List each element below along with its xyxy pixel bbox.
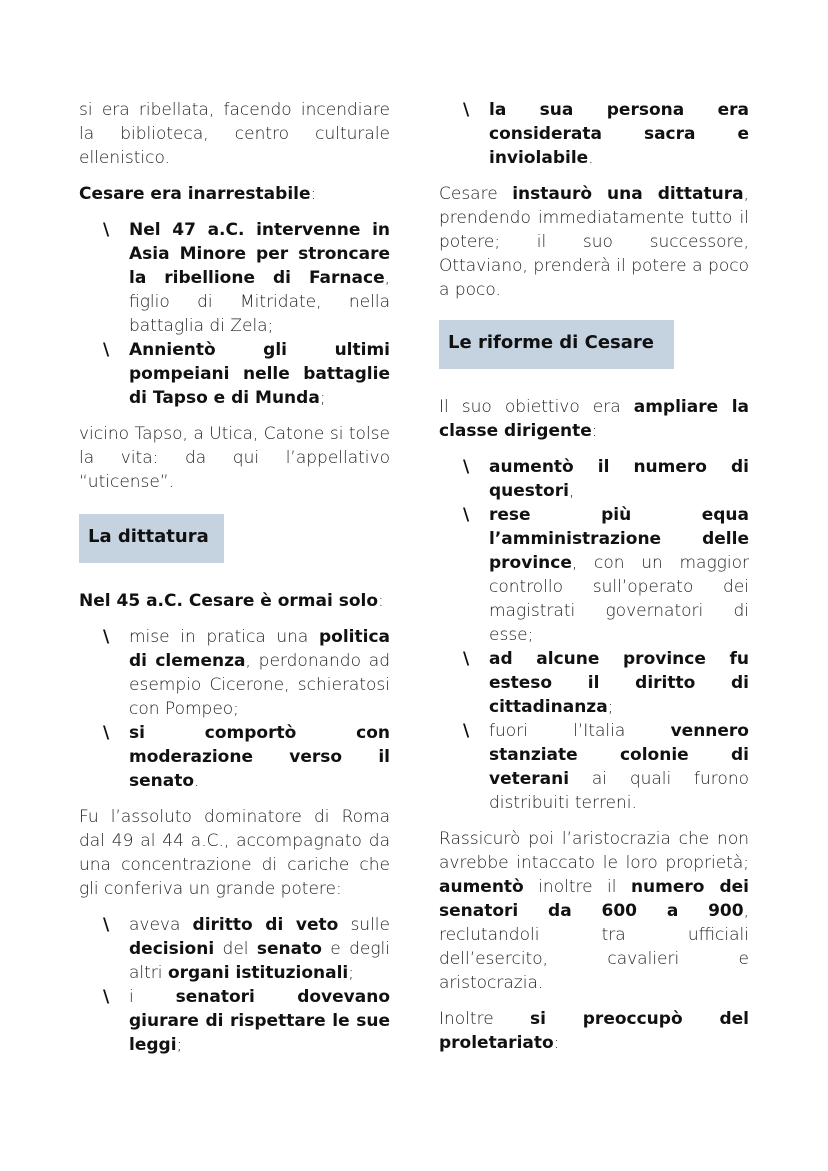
bullet-icon: \ xyxy=(463,457,470,477)
bullet-list xyxy=(439,98,749,170)
list-item xyxy=(79,913,390,985)
text-run: Cesare xyxy=(439,184,513,204)
bold-text: senatori dovevano giurare di rispettare le sue leggi xyxy=(129,987,390,1055)
bold-text: numero dei senatori da 600 a 900 xyxy=(439,877,749,921)
text-run: , figlio di Mitridate, nella battaglia di Zela; xyxy=(129,268,390,336)
text-run: , perdonando ad esempio Cicerone, schieratosi con Pompeo; xyxy=(129,651,390,719)
bold-text: Annientò gli ultimi pompeiani nelle battaglie di Tapso e di Munda xyxy=(129,340,390,408)
text-run: aveva xyxy=(129,915,193,935)
text-run: i xyxy=(129,987,176,1007)
text-run: , reclutandoli tra ufficiali dell’esercito, cavalieri e aristocrazia. xyxy=(439,901,749,993)
list-item xyxy=(79,218,390,338)
bold-text: ad alcune province fu esteso il diritto di cittadinanza xyxy=(489,649,749,717)
text-run: ; xyxy=(319,388,326,408)
paragraph xyxy=(79,98,390,170)
bold-text: Nel 45 a.C. Cesare è ormai solo xyxy=(79,591,379,611)
bold-text: organi istituzionali xyxy=(167,963,349,983)
list-item xyxy=(79,721,390,793)
bold-text: si comportò con moderazione verso il senato xyxy=(129,723,390,791)
text-run: e degli altri xyxy=(129,939,390,983)
text-run: : xyxy=(553,1033,560,1053)
bullet-icon: \ xyxy=(463,505,470,525)
list-item xyxy=(439,503,749,647)
text-run: ; xyxy=(348,963,354,983)
bold-text: Cesare era inarrestabile xyxy=(79,184,311,204)
list-item xyxy=(439,719,749,815)
bullet-list xyxy=(79,218,390,410)
paragraph xyxy=(439,395,749,443)
bold-text: diritto di veto xyxy=(192,915,339,935)
text-run: del xyxy=(214,939,257,959)
text-run: mise in pratica una xyxy=(129,627,319,647)
text-run: , prendendo immediatamente tutto il potere; il suo successore, Ottaviano, prenderà il potere a poco a poco. xyxy=(439,184,749,300)
text-run: Inoltre xyxy=(439,1009,530,1029)
left-column xyxy=(79,98,390,1069)
paragraph xyxy=(79,589,390,613)
text-run: : xyxy=(378,591,384,611)
paragraph xyxy=(79,805,390,901)
bullet-icon: \ xyxy=(103,915,110,935)
text-run: Fu l’assoluto dominatore di Roma dal 49 al 44 a.C., accompagnato da una concentrazione di cariche che gli conferiva un grande potere: xyxy=(79,807,390,899)
bullet-list xyxy=(79,913,390,1057)
bold-text: Nel 47 a.C. intervenne in Asia Minore per stroncare la ribellione di Farnace xyxy=(129,220,390,288)
bullet-icon: \ xyxy=(103,340,110,360)
bold-text: si preoccupò del proletariato xyxy=(439,1009,749,1053)
list-item xyxy=(79,985,390,1057)
text-run: fuori l’Italia xyxy=(489,721,671,741)
bullet-icon: \ xyxy=(103,723,110,743)
text-run: : xyxy=(591,421,598,441)
paragraph xyxy=(79,422,390,494)
text-run: inoltre il xyxy=(523,877,631,897)
text-run: ; xyxy=(176,1035,183,1055)
paragraph xyxy=(439,182,749,302)
text-run: : xyxy=(310,184,317,204)
text-run: ai quali furono distribuiti terreni. xyxy=(489,769,749,813)
text-run: , xyxy=(568,481,575,501)
paragraph xyxy=(439,827,749,995)
bullet-list xyxy=(439,455,749,815)
text-run: . xyxy=(194,771,200,791)
bold-text: aumentò xyxy=(439,877,524,897)
bold-text: decisioni xyxy=(129,939,215,959)
text-run: ; xyxy=(607,697,614,717)
text-run: . xyxy=(588,148,594,168)
bullet-icon: \ xyxy=(103,987,110,1007)
bullet-icon: \ xyxy=(103,220,110,240)
paragraph xyxy=(439,1007,749,1055)
bold-text: aumentò il numero di questori xyxy=(489,457,749,501)
list-item xyxy=(439,455,749,503)
bullet-list xyxy=(79,625,390,793)
text-run: sulle xyxy=(338,915,390,935)
bold-text: vennero stanziate colonie di veterani xyxy=(489,721,749,789)
list-item xyxy=(79,625,390,721)
right-column xyxy=(439,98,749,1067)
text-run: , con un maggior controllo sull’operato dei magistrati governatori di esse; xyxy=(489,553,749,645)
text-run: vicino Tapso, a Utica, Catone si tolse la vita: da qui l’appellativo “uticense”. xyxy=(79,424,390,492)
bold-text: instaurò una dittatura xyxy=(512,184,744,204)
bold-text: senato xyxy=(256,939,322,959)
paragraph xyxy=(79,182,390,206)
section-heading-dittatura: La dittatura xyxy=(79,514,224,563)
text-run: Il suo obiettivo era xyxy=(439,397,634,417)
bold-text: politica di clemenza xyxy=(129,627,390,671)
text-run: si era ribellata, facendo incendiare la biblioteca, centro culturale ellenistico. xyxy=(79,100,390,168)
bold-text: la sua persona era considerata sacra e inviolabile xyxy=(489,100,749,168)
text-run: Rassicurò poi l’aristocrazia che non avrebbe intaccato le loro proprietà; xyxy=(439,829,749,873)
bold-text: rese più equa l’amministrazione delle province xyxy=(489,505,749,573)
list-item xyxy=(439,98,749,170)
bullet-icon: \ xyxy=(463,100,470,120)
bullet-icon: \ xyxy=(463,649,470,669)
bold-text: ampliare la classe dirigente xyxy=(439,397,749,441)
section-heading-riforme: Le riforme di Cesare xyxy=(439,320,674,369)
list-item xyxy=(439,647,749,719)
bullet-icon: \ xyxy=(463,721,470,741)
list-item xyxy=(79,338,390,410)
bullet-icon: \ xyxy=(103,627,110,647)
